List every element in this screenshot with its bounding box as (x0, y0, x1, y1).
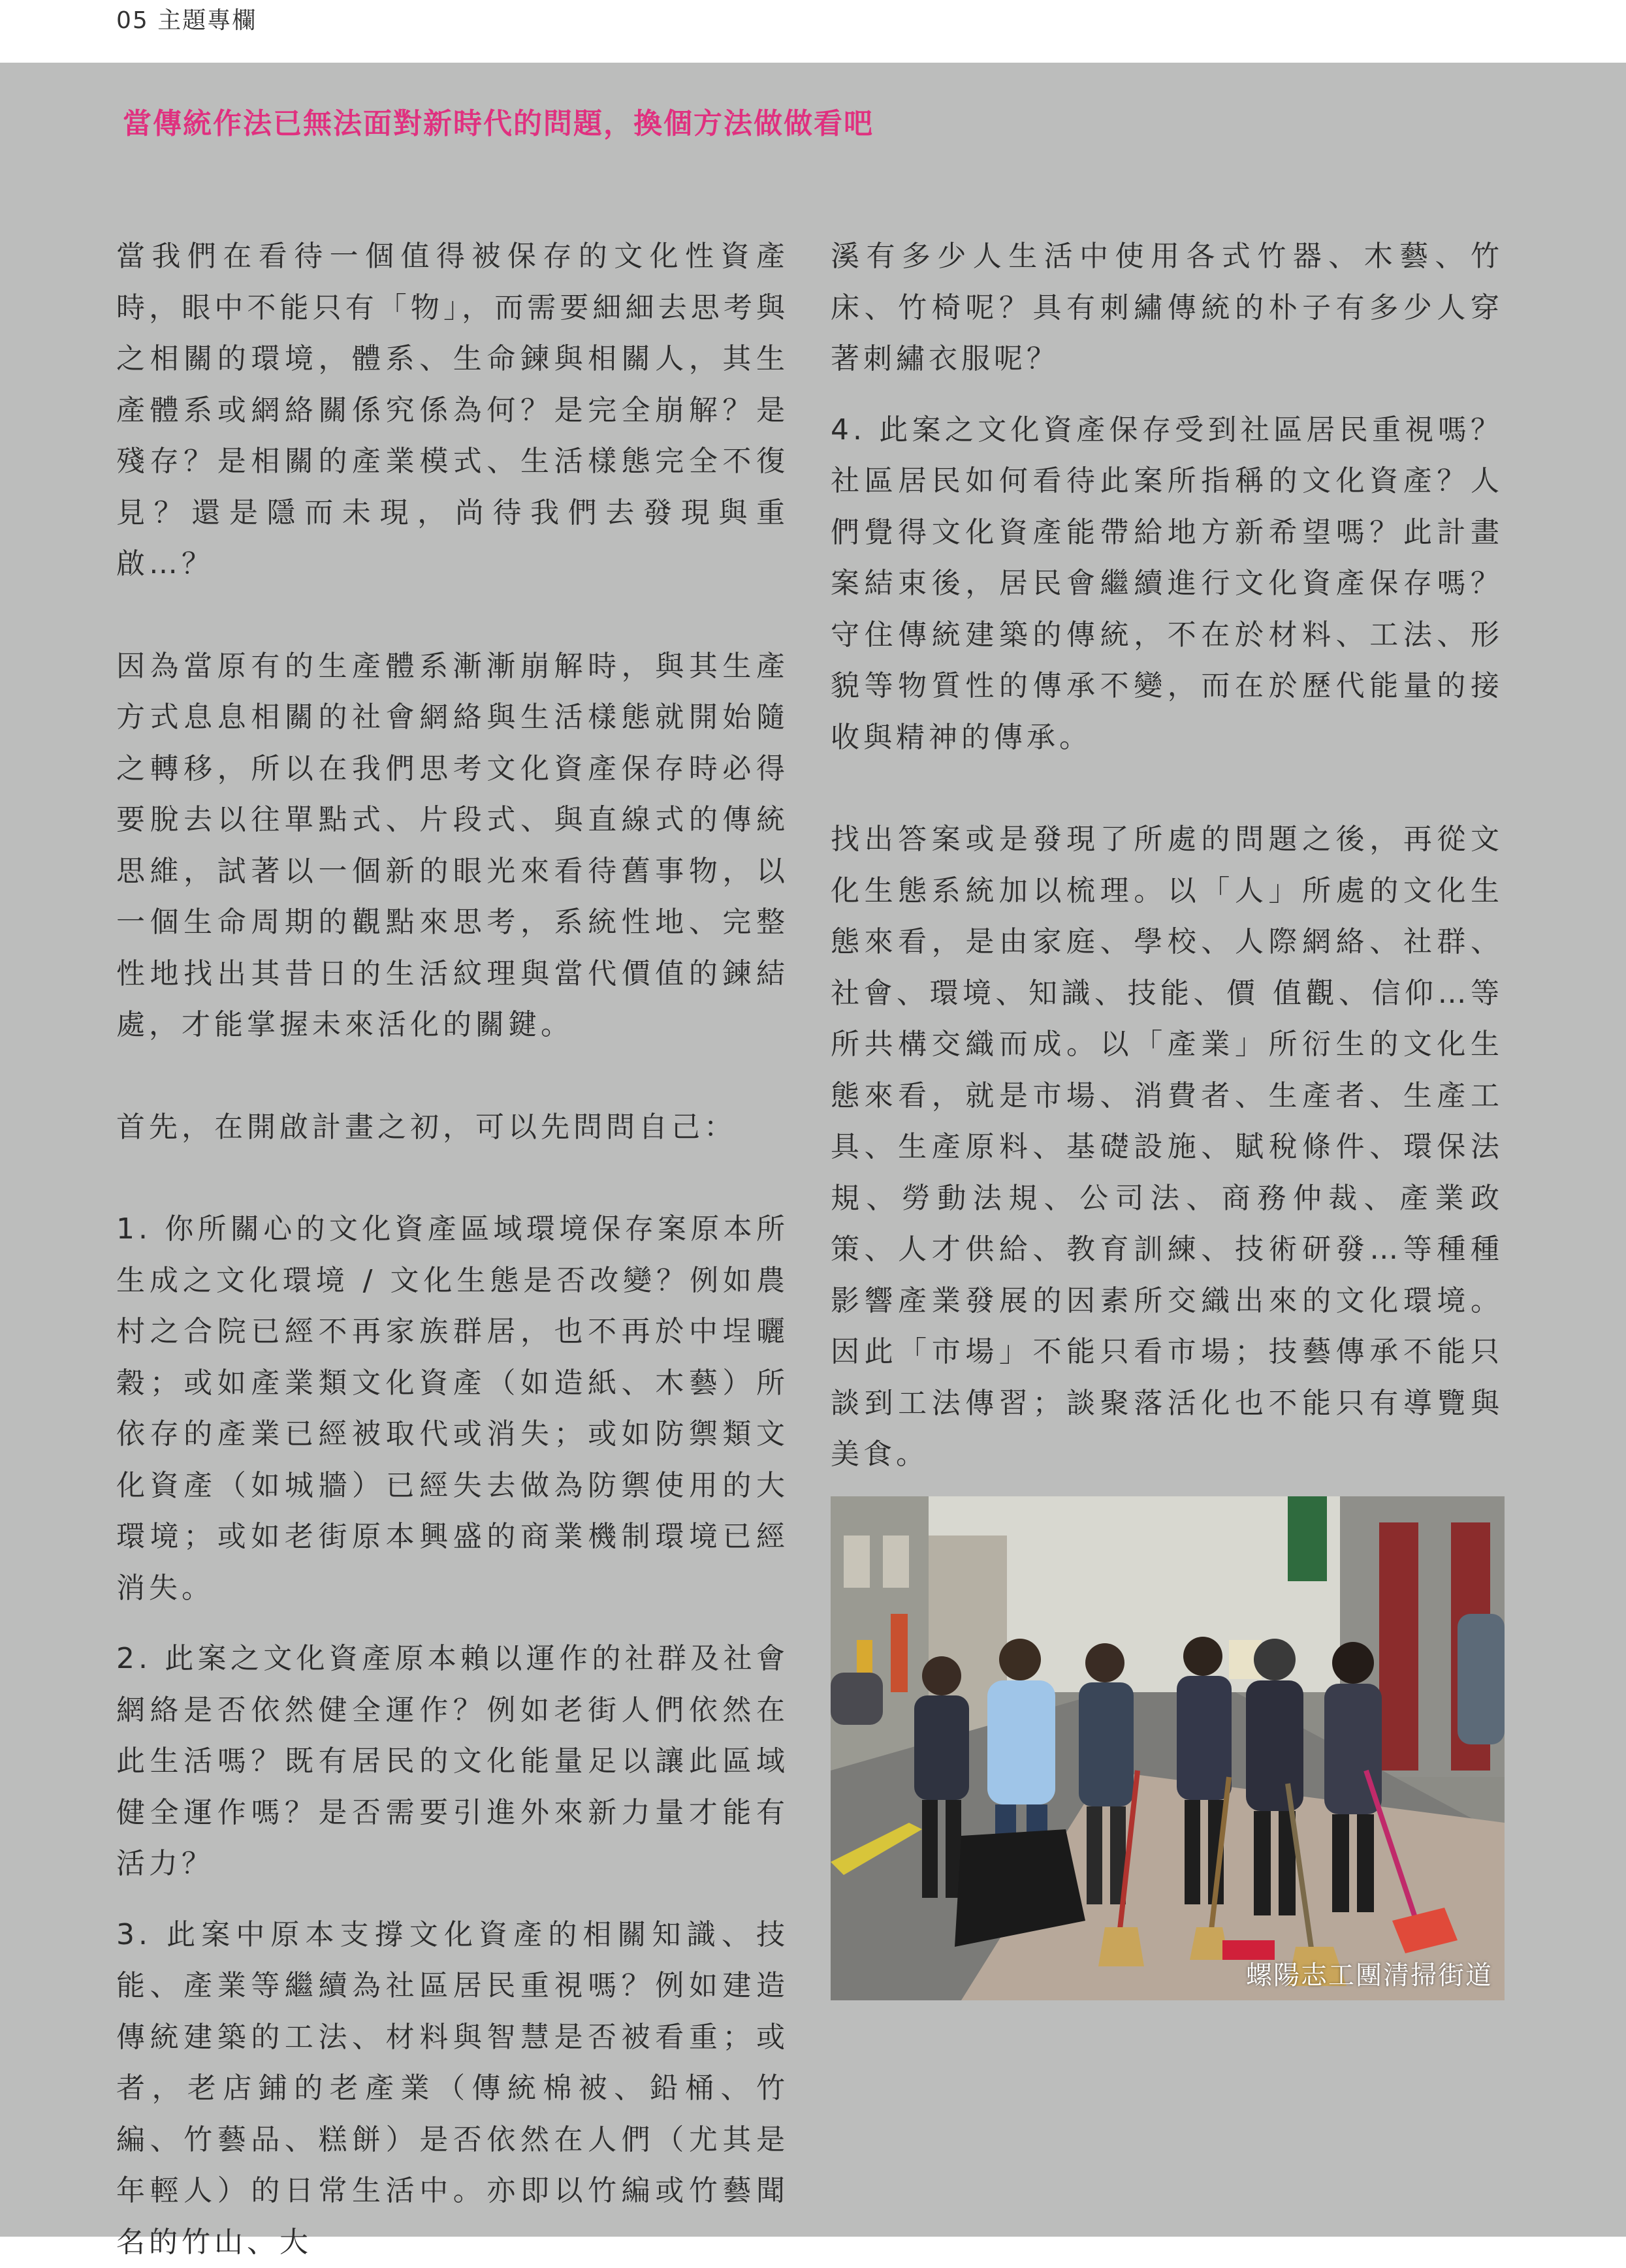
paragraph-ecosystem: 找出答案或是發現了所處的問題之後，再從文化生態系統加以梳理。以「人」所處的文化生態來看，是由家庭、學校、人際網絡、社群、社會、環境、知識、技能、價 值觀、信仰…等所共構交織而成。以「產業」所衍生的文化生態來看，就是市場、消費者、生產者、生產工具、生產原料、基礎設施、賦稅條件、環保法規、勞動法規、公司法、商務仲裁、產業政策、人才供給、教育訓練、技術研發…等種種影響產業發展的因素所交織出來的文化環境。因此「市場」不能只看市場；技藝傳承不能只談到工法傳習；談聚落活化也不能只有導覽與美食。 (831, 814, 1503, 1481)
question-4: 4. 此案之文化資產保存受到社區居民重視嗎？社區居民如何看待此案所指稱的文化資產？人們覺得文化資產能帶給地方新希望嗎？此計畫案結束後，居民會繼續進行文化資產保存嗎？守住傳統建築的傳統，不在於材料、工法、形貌等物質性的傳承不變，而在於歷代能量的接收與精神的傳承。 (831, 405, 1503, 764)
section-label: 05 主題專欄 (116, 5, 257, 37)
article-headline: 當傳統作法已無法面對新時代的問題，換個方法做做看吧 (123, 104, 874, 144)
photo-caption: 螺陽志工團清掃街道 (1246, 1959, 1493, 1992)
volunteer-photo (831, 1496, 1505, 2000)
paragraph-context: 因為當原有的生產體系漸漸崩解時，與其生產方式息息相關的社會網絡與生活樣態就開始隨之轉移，所以在我們思考文化資產保存時必得要脫去以往單點式、片段式、與直線式的傳統思維，試著以一個新的眼光來看待舊事物，以一個生命周期的觀點來思考，系統性地、完整性地找出其昔日的生活紋理與當代價值的鍊結處，才能掌握未來活化的關鍵。 (116, 641, 789, 1051)
left-column (116, 231, 789, 2268)
question-2: 2. 此案之文化資產原本賴以運作的社群及社會網絡是否依然健全運作？例如老街人們依然在此生活嗎？既有居民的文化能量足以讓此區域健全運作嗎？是否需要引進外來新力量才能有活力？ (116, 1633, 789, 1890)
photo-illustration (831, 1496, 1505, 2000)
page-header (0, 0, 1626, 63)
question-3: 3. 此案中原本支撐文化資產的相關知識、技能、產業等繼續為社區居民重視嗎？例如建造傳統建築的工法、材料與智慧是否被看重；或者，老店鋪的老產業（傳統棉被、鉛桶、竹編、竹藝品、糕餅）是否依然在人們（尤其是年輕人）的日常生活中。亦即以竹編或竹藝聞名的竹山、大 (116, 1910, 789, 2268)
right-column (831, 231, 1503, 1481)
question-1: 1. 你所關心的文化資產區域環境保存案原本所生成之文化環境 / 文化生態是否改變？例如農村之合院已經不再家族群居，也不再於中埕曬穀；或如產業類文化資產（如造紙、木藝）所依存的產業已經被取代或消失；或如防禦類文化資產（如城牆）已經失去做為防禦使用的大環境；或如老街原本興盛的商業機制環境已經消失。 (116, 1204, 789, 1614)
question-3-continued: 溪有多少人生活中使用各式竹器、木藝、竹床、竹椅呢？具有刺繡傳統的朴子有多少人穿著刺繡衣服呢？ (831, 231, 1503, 385)
paragraph-questions-intro: 首先，在開啟計畫之初，可以先問問自己： (116, 1102, 789, 1154)
paragraph-intro: 當我們在看待一個值得被保存的文化性資產時，眼中不能只有「物」，而需要細細去思考與之相關的環境，體系、生命鍊與相關人，其生產體系或網絡關係究係為何？是完全崩解？是殘存？是相關的產業模式、生活樣態完全不復見？還是隱而未現，尚待我們去發現與重啟…？ (116, 231, 789, 590)
